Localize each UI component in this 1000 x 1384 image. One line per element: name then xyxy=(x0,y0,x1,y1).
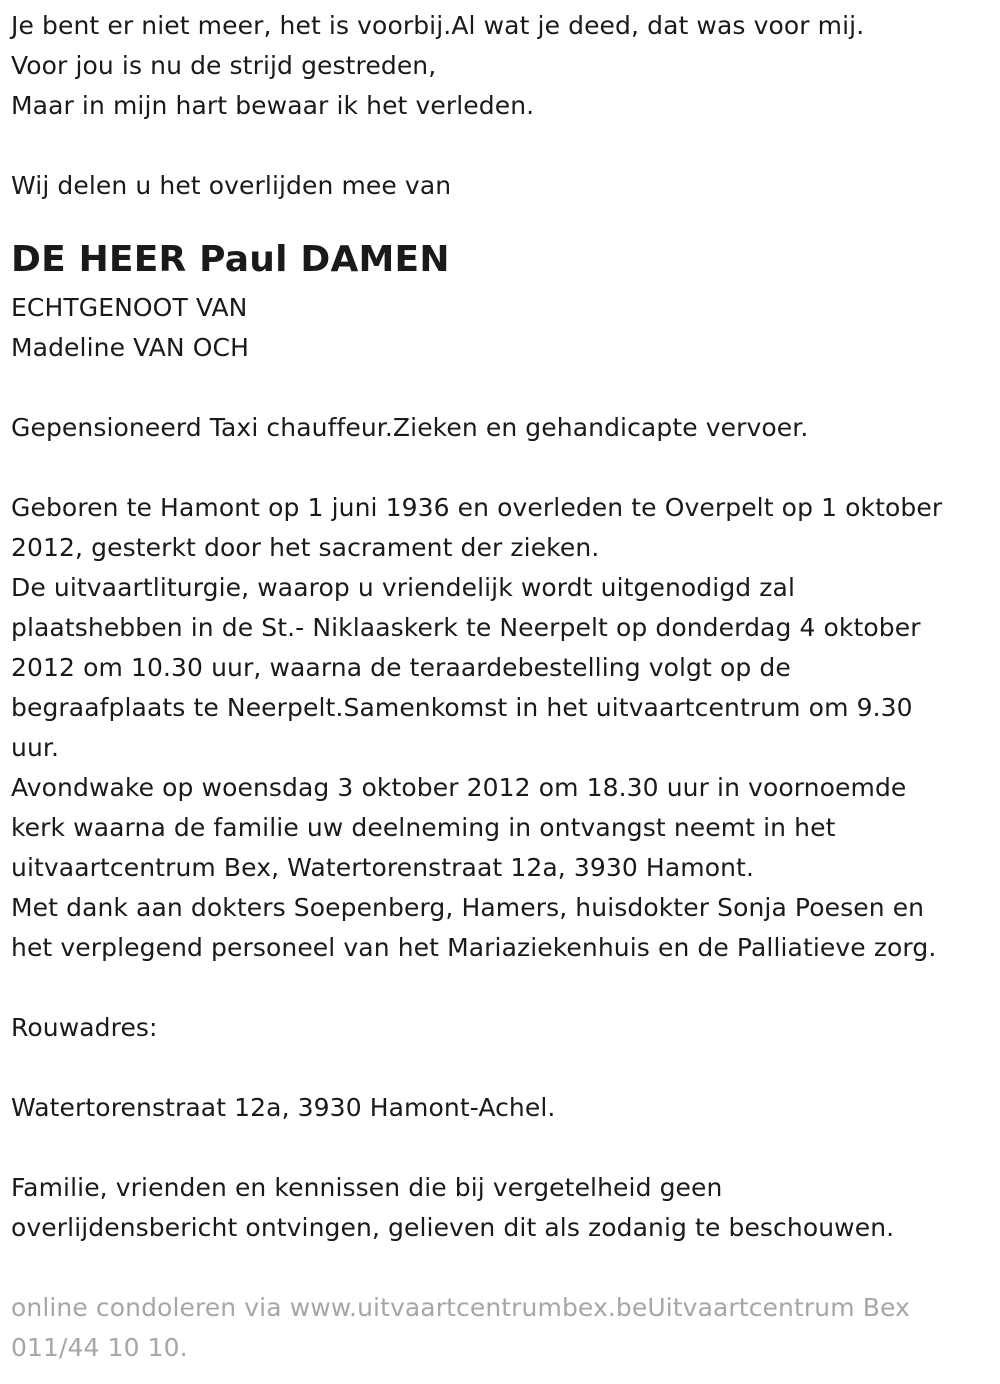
deceased-name: DE HEER Paul DAMEN xyxy=(11,239,450,280)
relation-text: ECHTGENOOT VAN xyxy=(11,293,248,322)
spacer xyxy=(11,126,991,166)
body-line: het verplegend personeel van het Mariaziekenhuis en de Palliatieve zorg. xyxy=(11,933,937,962)
poem-line: Je bent er niet meer, het is voorbij.Al wat je deed, dat was voor mij. xyxy=(11,11,865,40)
announcement-text: Wij delen u het overlijden mee van xyxy=(11,171,452,200)
body-line: uur. xyxy=(11,733,60,762)
notice-line: Familie, vrienden en kennissen die bij vergetelheid geen xyxy=(11,1173,723,1202)
notice xyxy=(11,1168,991,1248)
body-line: begraafplaats te Neerpelt.Samenkomst in het uitvaartcentrum om 9.30 xyxy=(11,693,913,722)
poem-line: Voor jou is nu de strijd gestreden, xyxy=(11,51,437,80)
spacer xyxy=(11,1048,991,1088)
body-line: Met dank aan dokters Soepenberg, Hamers, huisdokter Sonja Poesen en xyxy=(11,893,925,922)
mourning-address: Watertorenstraat 12a, 3930 Hamont-Achel. xyxy=(11,1093,556,1122)
spacer xyxy=(11,1248,991,1288)
obituary-document xyxy=(11,6,991,1368)
footer xyxy=(11,1288,991,1368)
occupation-text: Gepensioneerd Taxi chauffeur.Zieken en gehandicapte vervoer. xyxy=(11,413,809,442)
body-line: 2012 om 10.30 uur, waarna de teraardebestelling volgt op de xyxy=(11,653,791,682)
footer-line: 011/44 10 10. xyxy=(11,1333,188,1362)
body-line: kerk waarna de familie uw deelneming in ontvangst neemt in het xyxy=(11,813,836,842)
spacer xyxy=(11,448,991,488)
body-line: Avondwake op woensdag 3 oktober 2012 om 18.30 uur in voornoemde xyxy=(11,773,907,802)
poem xyxy=(11,6,991,126)
notice-line: overlijdensbericht ontvingen, gelieven dit als zodanig te beschouwen. xyxy=(11,1213,895,1242)
footer-line: online condoleren via www.uitvaartcentrumbex.beUitvaartcentrum Bex xyxy=(11,1293,910,1322)
mourning-address-label: Rouwadres: xyxy=(11,1013,158,1042)
spacer xyxy=(11,968,991,1008)
spacer xyxy=(11,206,991,232)
body-line: plaatshebben in de St.- Niklaaskerk te Neerpelt op donderdag 4 oktober xyxy=(11,613,921,642)
body-line: 2012, gesterkt door het sacrament der zieken. xyxy=(11,533,600,562)
spouse-name: Madeline VAN OCH xyxy=(11,333,249,362)
poem-line: Maar in mijn hart bewaar ik het verleden. xyxy=(11,91,535,120)
obituary-body xyxy=(11,488,991,968)
body-line: De uitvaartliturgie, waarop u vriendelijk wordt uitgenodigd zal xyxy=(11,573,795,602)
body-line: Geboren te Hamont op 1 juni 1936 en overleden te Overpelt op 1 oktober xyxy=(11,493,943,522)
spacer xyxy=(11,1128,991,1168)
body-line: uitvaartcentrum Bex, Watertorenstraat 12a, 3930 Hamont. xyxy=(11,853,754,882)
spacer xyxy=(11,368,991,408)
